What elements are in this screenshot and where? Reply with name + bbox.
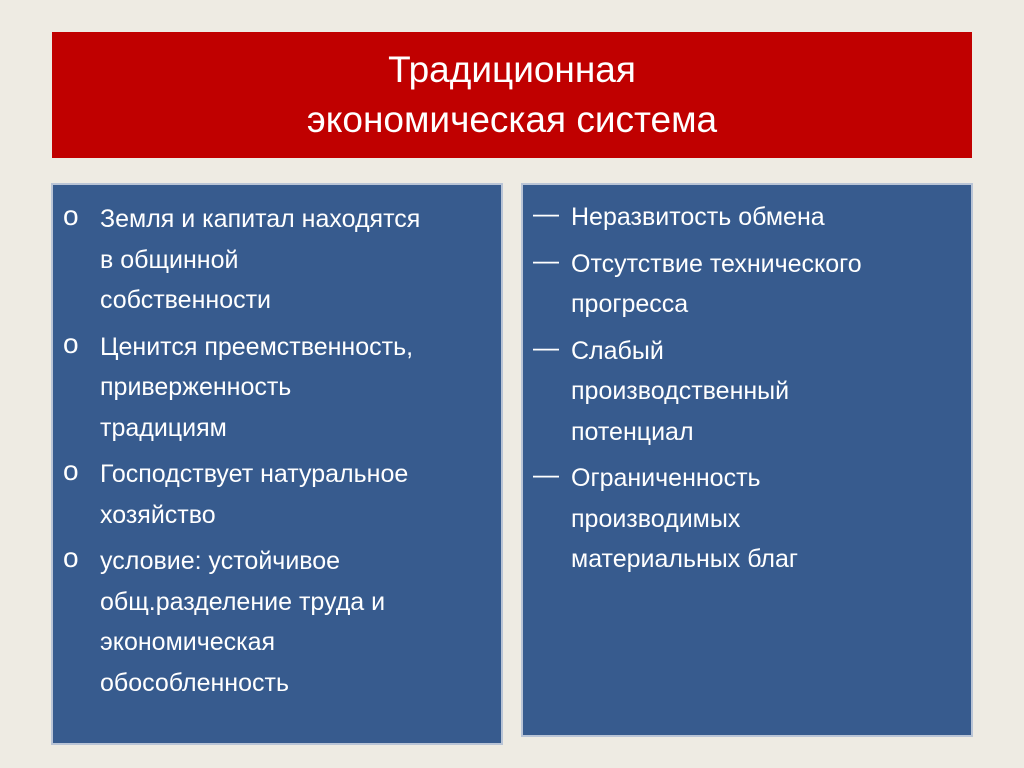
left-content-panel bbox=[51, 183, 503, 745]
left-bullet-text: условие: устойчивое общ.разделение труда и экономическая обособленность bbox=[100, 547, 386, 697]
dash-bullet-icon: — bbox=[533, 244, 559, 275]
left-bullet-item bbox=[53, 327, 501, 449]
dash-bullet-icon: — bbox=[533, 198, 559, 228]
slide-title-bar bbox=[52, 32, 972, 158]
right-bullet-text: Неразвитость обмена bbox=[571, 203, 825, 231]
dash-bullet-icon: — bbox=[533, 331, 559, 362]
circle-bullet-icon: o bbox=[63, 542, 79, 573]
circle-bullet-icon: o bbox=[63, 327, 79, 359]
right-bullet-list bbox=[523, 185, 971, 580]
left-bullet-text: Земля и капитал находятся в общинной собственности bbox=[100, 205, 421, 314]
right-bullet-item bbox=[523, 458, 971, 580]
slide-title-line-2: экономическая система bbox=[306, 99, 718, 140]
right-bullet-item bbox=[523, 244, 971, 325]
left-bullet-item bbox=[53, 199, 501, 321]
dash-bullet-icon: — bbox=[533, 459, 559, 489]
right-content-panel bbox=[521, 183, 973, 737]
left-bullet-text: Господствует натуральное хозяйство bbox=[100, 460, 409, 529]
left-bullet-item bbox=[53, 454, 501, 535]
circle-bullet-icon: o bbox=[63, 200, 79, 231]
left-bullet-text: Ценится преемственность, приверженность традициям bbox=[100, 332, 414, 442]
circle-bullet-icon: o bbox=[63, 455, 79, 486]
slide-title-line-1: Традиционная bbox=[388, 49, 636, 90]
right-bullet-item bbox=[523, 197, 971, 238]
right-bullet-item bbox=[523, 331, 971, 453]
right-bullet-text: Ограниченность производимых материальных благ bbox=[571, 464, 799, 573]
right-bullet-text: Отсутствие технического прогресса bbox=[571, 249, 862, 318]
right-bullet-text: Слабый производственный потенциал bbox=[571, 336, 790, 446]
left-bullet-item bbox=[53, 541, 501, 703]
left-bullet-list bbox=[53, 185, 501, 703]
